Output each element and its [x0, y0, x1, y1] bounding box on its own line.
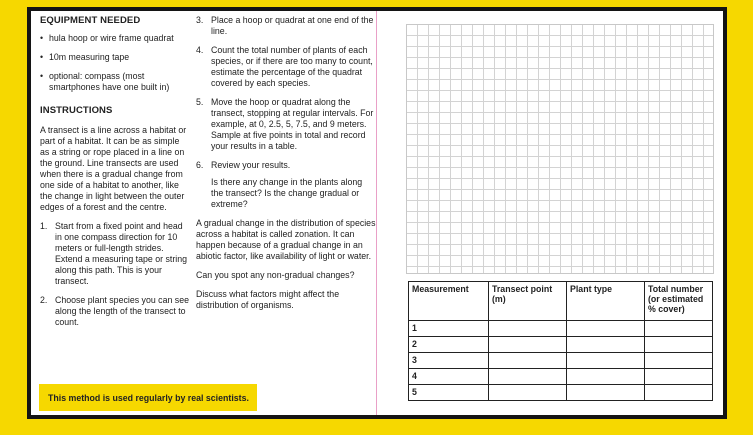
- step-question: Is there any change in the plants along the transect? Is the change gradual or extreme?: [211, 177, 363, 209]
- header-measurement: Measurement: [409, 282, 489, 321]
- step-item: [196, 97, 376, 152]
- table-cell[interactable]: [645, 353, 713, 369]
- step-number: 2.: [40, 295, 48, 305]
- step-number: 1.: [40, 221, 48, 231]
- table-cell[interactable]: [567, 385, 645, 401]
- table-cell[interactable]: [489, 337, 567, 353]
- row-label: 5: [409, 385, 489, 401]
- table-cell[interactable]: [645, 385, 713, 401]
- worksheet-page: [31, 11, 723, 415]
- discussion-paragraph: Discuss what factors might affect the distribution of organisms.: [196, 289, 340, 310]
- table-cell[interactable]: [489, 369, 567, 385]
- table-cell[interactable]: [567, 321, 645, 337]
- step-text: Choose plant species you can see along the length of the transect to count.: [55, 295, 189, 327]
- step-text: Review your results.: [211, 160, 291, 170]
- steps-list-middle: [196, 15, 376, 210]
- page-divider: [376, 11, 377, 415]
- step-item: [40, 221, 190, 287]
- table-row: [409, 385, 713, 401]
- row-label: 4: [409, 369, 489, 385]
- steps-list-left: [40, 221, 190, 328]
- header-total-number: Total number (or estimated % cover): [645, 282, 713, 321]
- table-header-row: [409, 282, 713, 321]
- header-transect-point: Transect point (m): [489, 282, 567, 321]
- left-column: [40, 15, 190, 336]
- middle-column: [196, 15, 376, 319]
- instructions-heading: INSTRUCTIONS: [40, 105, 113, 116]
- step-text: Start from a fixed point and head in one compass direction for 10 meters or full-length strides. Extend a measuring tape or string along this path. This is your transect.: [55, 221, 188, 286]
- step-item: [196, 15, 376, 37]
- step-item: [196, 160, 376, 210]
- step-text: Count the total number of plants of each species, or if there are too many to count, estimate the percentage of the quadrat covered by each species.: [211, 45, 373, 88]
- table-row: [409, 321, 713, 337]
- graph-paper-grid: [406, 24, 714, 274]
- table-cell[interactable]: [489, 353, 567, 369]
- table-row: [409, 369, 713, 385]
- step-text: Place a hoop or quadrat at one end of the line.: [211, 15, 374, 36]
- scientist-callout: This method is used regularly by real scientists.: [39, 384, 257, 411]
- step-number: 6.: [196, 160, 204, 170]
- row-label: 2: [409, 337, 489, 353]
- step-item: [40, 295, 190, 328]
- step-number: 3.: [196, 15, 204, 25]
- equipment-item: • optional: compass (most smartphones have one built in): [40, 71, 190, 93]
- instructions-intro: A transect is a line across a habitat or part of a habitat. It can be as simple as a string or rope placed in a line on the ground. Line transects are used when there is a gradual change from one side of a habitat to another, like the change in light between the outer edges of a forest and the centre.: [40, 125, 187, 212]
- step-item: [196, 45, 376, 89]
- table-cell[interactable]: [489, 385, 567, 401]
- table-cell[interactable]: [645, 369, 713, 385]
- equipment-heading: EQUIPMENT NEEDED: [40, 15, 141, 26]
- step-text: Move the hoop or quadrat along the transect, stopping at regular intervals. For example, at 0, 2.5, 5, 7.5, and 9 meters. Sample at five points in total and record your results in a table.: [211, 97, 374, 151]
- table-cell[interactable]: [489, 321, 567, 337]
- equipment-list: [40, 33, 190, 93]
- step-number: 5.: [196, 97, 204, 107]
- equipment-item: • 10m measuring tape: [40, 52, 190, 63]
- table-cell[interactable]: [645, 321, 713, 337]
- table-row: [409, 353, 713, 369]
- table-row: [409, 337, 713, 353]
- step-number: 4.: [196, 45, 204, 55]
- row-label: 1: [409, 321, 489, 337]
- header-plant-type: Plant type: [567, 282, 645, 321]
- table-cell[interactable]: [567, 369, 645, 385]
- zonation-paragraph: A gradual change in the distribution of species across a habitat is called zonation. It can happen because of a gradual change in an abiotic factor, like availability of light or water.: [196, 218, 376, 261]
- table-cell[interactable]: [645, 337, 713, 353]
- table-cell[interactable]: [567, 353, 645, 369]
- question-paragraph: Can you spot any non-gradual changes?: [196, 270, 355, 280]
- equipment-item: • hula hoop or wire frame quadrat: [40, 33, 190, 44]
- table-cell[interactable]: [567, 337, 645, 353]
- row-label: 3: [409, 353, 489, 369]
- results-table: [408, 281, 713, 401]
